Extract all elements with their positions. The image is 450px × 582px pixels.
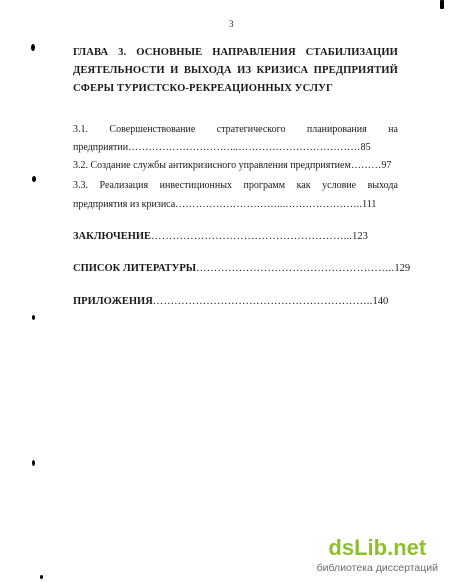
toc-word: 3.1. [73,124,88,135]
toc-page-number: 97 [381,160,392,171]
toc-entry-text: предприятия из кризиса [73,199,176,210]
leader-dots: ……………………………………………….. [196,263,395,274]
scan-mark [440,0,444,9]
toc-entry-text: 3.2. Создание службы антикризисного управления предприятием [73,160,351,171]
chapter-heading: ГЛАВА 3. ОСНОВНЫЕ НАПРАВЛЕНИЯ СТАБИЛИЗАЦИИ ДЕЯТЕЛЬНОСТИ И ВЫХОДА ИЗ КРИЗИСА ПРЕДПРИЯТИЙ СФЕРЫ ТУРИСТСКО-РЕКРЕАЦИОННЫХ УСЛУГ [73,47,398,94]
toc-entry-3-3-continuation [73,199,398,210]
toc-word: на [388,124,398,135]
toc-entry-text: ЗАКЛЮЧЕНИЕ [73,231,152,242]
toc-word: 3.3. [73,180,88,191]
toc-word: инвестиционных [159,180,232,191]
leader-dots: ………………………………………………... [151,231,353,242]
toc-word: Совершенствование [109,124,196,135]
page-number: 3 [229,19,234,29]
scan-mark [32,460,35,466]
leader-dots: ……… [350,160,382,171]
toc-entry-conclusion [73,231,398,242]
toc-entry-text: предприятии [73,142,129,153]
toc-entry-3-3 [73,180,398,191]
toc-page-number: 111 [362,199,377,210]
toc-entry-3-1 [73,124,398,135]
toc-word: стратегического [216,124,286,135]
scan-mark [32,176,36,182]
toc-entry-appendix [73,296,398,307]
site-logo: dsLib.net [328,535,427,560]
toc-entry-text: СПИСОК ЛИТЕРАТУРЫ [73,263,197,274]
toc-word: программ [243,180,286,191]
leader-dots: …………………………...……………………………… [128,142,361,153]
toc-page-number: 85 [360,142,371,153]
toc-page-number: 129 [394,263,411,274]
toc-entry-3-1-continuation [73,142,398,153]
leader-dots: …………………………………………………….. [152,296,373,307]
site-tagline: библиотека диссертаций [316,562,438,574]
scan-mark [40,575,43,579]
toc-entry-references [73,263,411,274]
toc-page-number: 140 [372,296,389,307]
toc-word: выхода [367,180,398,191]
toc-word: условие [322,180,357,191]
toc-word: как [296,180,311,191]
scan-mark [32,315,35,320]
watermark [317,537,438,574]
toc-page-number: 123 [352,231,368,242]
leader-dots: …………………………...………………….. [175,199,363,210]
toc-word: Реализация [99,180,149,191]
toc-entry-text: ПРИЛОЖЕНИЯ [73,296,153,307]
toc-word: планирования [306,124,367,135]
toc-entry-3-2 [73,160,398,171]
scan-mark [31,44,35,51]
